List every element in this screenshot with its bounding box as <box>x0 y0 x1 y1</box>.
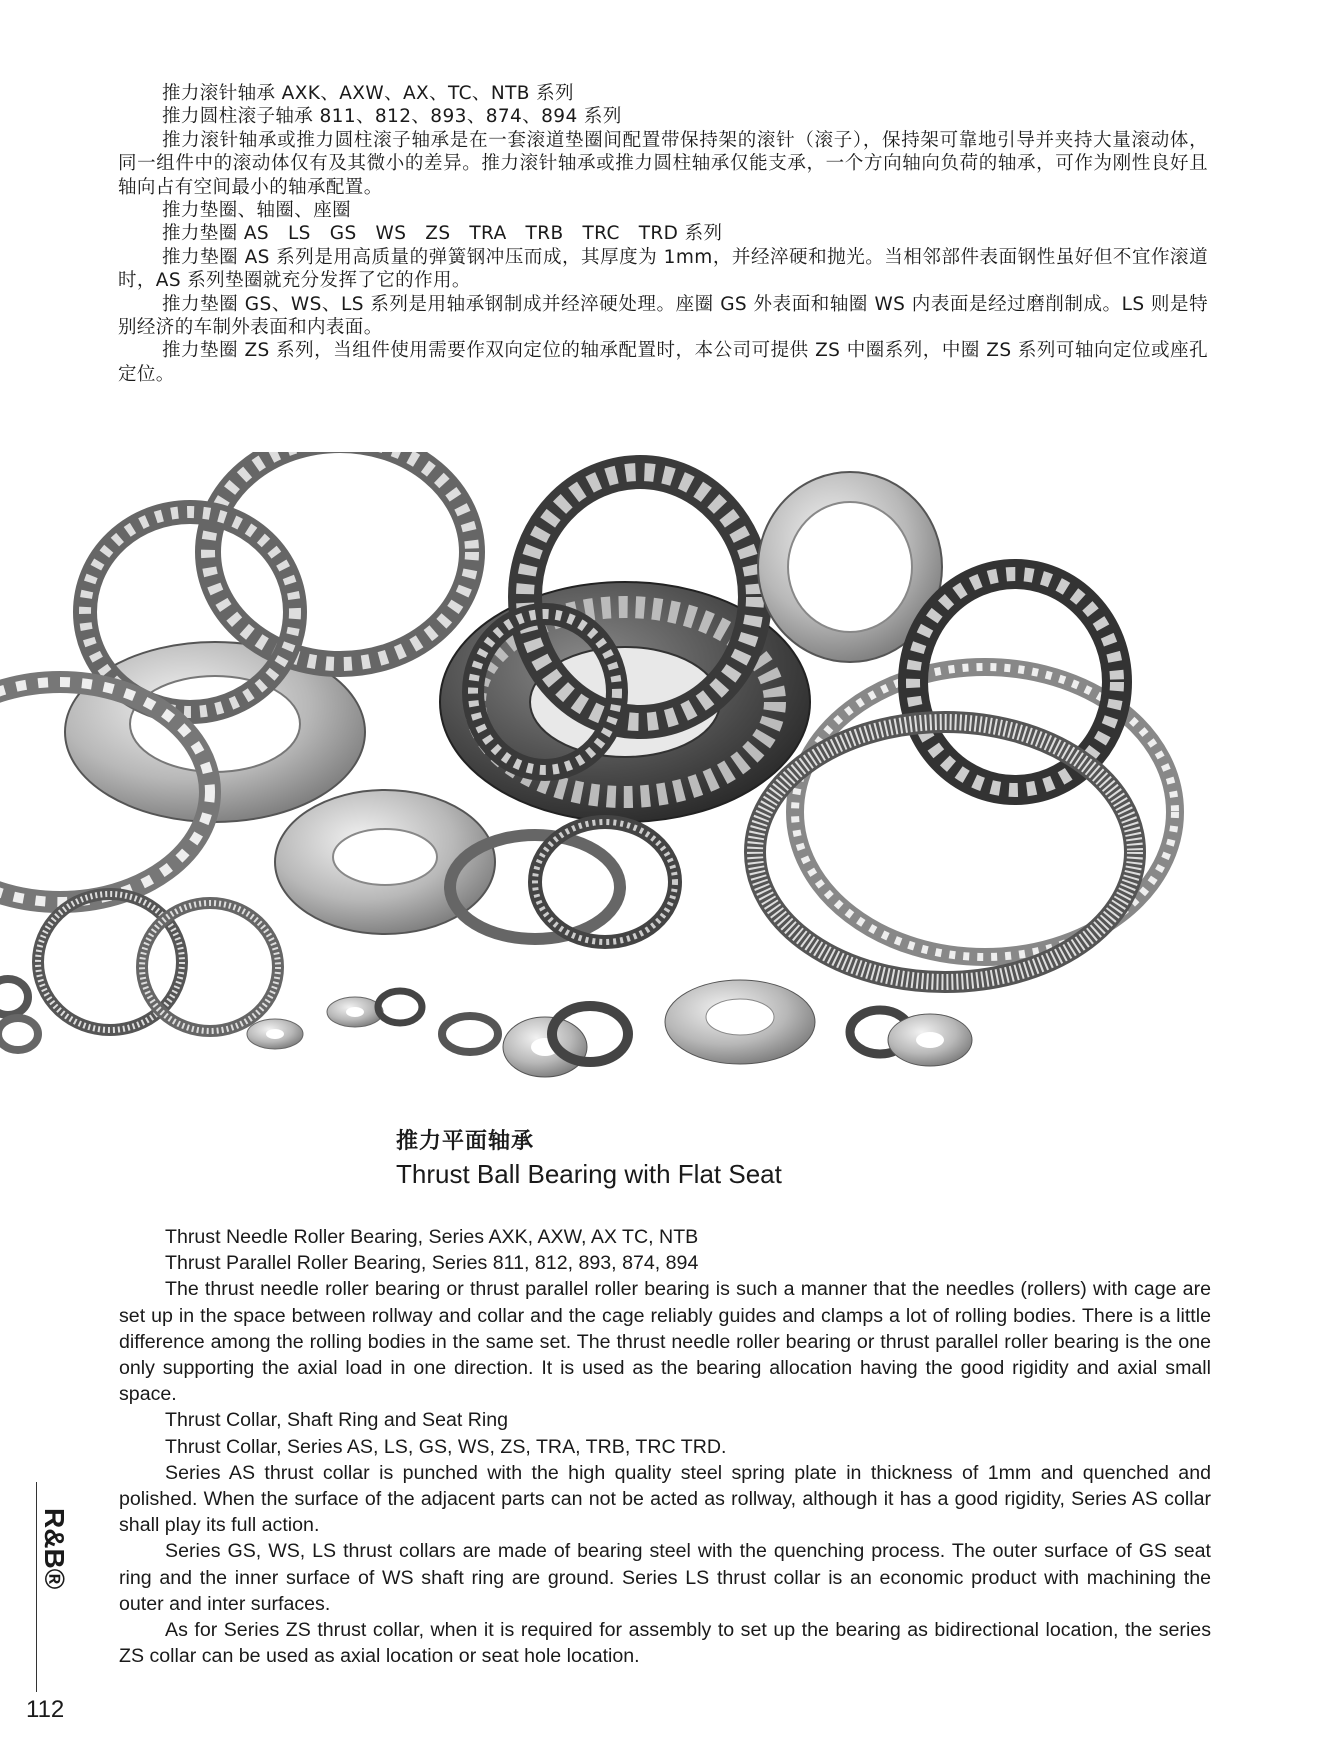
en-heading-needle: Thrust Needle Roller Bearing, Series AXK, AXW, AX TC, NTB <box>165 1226 699 1248</box>
small-washers-bottom <box>247 980 972 1077</box>
en-paragraph-2: Series AS thrust collar is punched with the high quality steel spring plate in thickness of 1mm and quenched and polished. When the surface of the adjacent parts can not be acted as rollway, although it has a good rigidity, Series AS collar shall play its full action. <box>119 1461 1211 1537</box>
en-paragraph-3: Series GS, WS, LS thrust collars are made of bearing steel with the quenching process. The outer surface of GS seat ring and the inner surface of WS shaft ring are ground. Series LS thrust collar is an economic product with machining the outer and inter surfaces. <box>119 1540 1211 1615</box>
brand-logo: R&B® <box>39 1508 70 1590</box>
english-text-block <box>119 1224 1211 1669</box>
cn-heading-collar: 推力垫圈、轴圈、座圈 <box>162 200 352 222</box>
cn-heading-series: 推力垫圈 AS LS GS WS ZS TRA TRB TRC TRD 系列 <box>162 223 723 245</box>
bearings-photo <box>0 452 1210 1082</box>
en-heading-roller: Thrust Parallel Roller Bearing, Series 811, 812, 893, 874, 894 <box>165 1252 699 1275</box>
side-divider <box>36 1482 37 1692</box>
en-heading-series: Thrust Collar, Series AS, LS, GS, WS, ZS, TRA, TRB, TRC TRD. <box>165 1435 727 1458</box>
en-paragraph-4: As for Series ZS thrust collar, when it is required for assembly to set up the bearing as bidirectional location, the series ZS collar can be used as axial location or seat hole location. <box>119 1619 1211 1668</box>
figure-caption <box>396 1126 782 1190</box>
cn-heading-needle: 推力滚针轴承 AXK、AXW、AX、TC、NTB 系列 <box>162 83 574 104</box>
chinese-text-block <box>118 82 1208 386</box>
page-number: 112 <box>26 1696 65 1723</box>
cn-paragraph-3: 推力垫圈 GS、WS、LS 系列是用轴承钢制成并经淬硬处理。座圈 GS 外表面和轴圈 WS 内表面是经过磨削制成。LS 则是特别经济的车制外表面和内表面。 <box>118 293 1208 339</box>
en-paragraph-1: The thrust needle roller bearing or thrust parallel roller bearing is such a manner that the needles (rollers) with cage are set up in the space between rollway and collar and the cage reliably guides and clamps a lot of rolling bodies. There is a little difference among the rolling bodies in the same set. The thrust needle roller bearing or thrust parallel roller bearing is the one only supporting the axial load in one direction. It is used as the bearing allocation having the good rigidity and axial small space. <box>119 1278 1211 1406</box>
cn-paragraph-4: 推力垫圈 ZS 系列，当组件使用需要作双向定位的轴承配置时，本公司可提供 ZS 中圈系列，中圈 ZS 系列可轴向定位或座孔定位。 <box>118 340 1208 385</box>
caption-english: Thrust Ball Bearing with Flat Seat <box>396 1159 782 1189</box>
en-heading-collar: Thrust Collar, Shaft Ring and Seat Ring <box>165 1409 509 1432</box>
cn-heading-roller: 推力圆柱滚子轴承 811、812、893、874、894 系列 <box>162 106 622 128</box>
cn-paragraph-1: 推力滚针轴承或推力圆柱滚子轴承是在一套滚道垫圈间配置带保持架的滚针（滚子），保持架可靠地引导并夹持大量滚动体，同一组件中的滚动体仅有及其微小的差异。推力滚针轴承或推力圆柱轴承仅能支承，一个方向轴向负荷的轴承，可作为刚性良好且轴向占有空间最小的轴承配置。 <box>118 129 1208 198</box>
rings-lower-left <box>0 894 278 1050</box>
needle-cage-top-left <box>208 452 472 664</box>
caption-chinese: 推力平面轴承 <box>396 1129 535 1154</box>
cn-paragraph-2: 推力垫圈 AS 系列是用高质量的弹簧钢冲压而成，其厚度为 1mm，并经淬硬和抛光。当相邻部件表面钢性虽好但不宜作滚道时，AS 系列垫圈就充分发挥了它的作用。 <box>118 246 1208 292</box>
